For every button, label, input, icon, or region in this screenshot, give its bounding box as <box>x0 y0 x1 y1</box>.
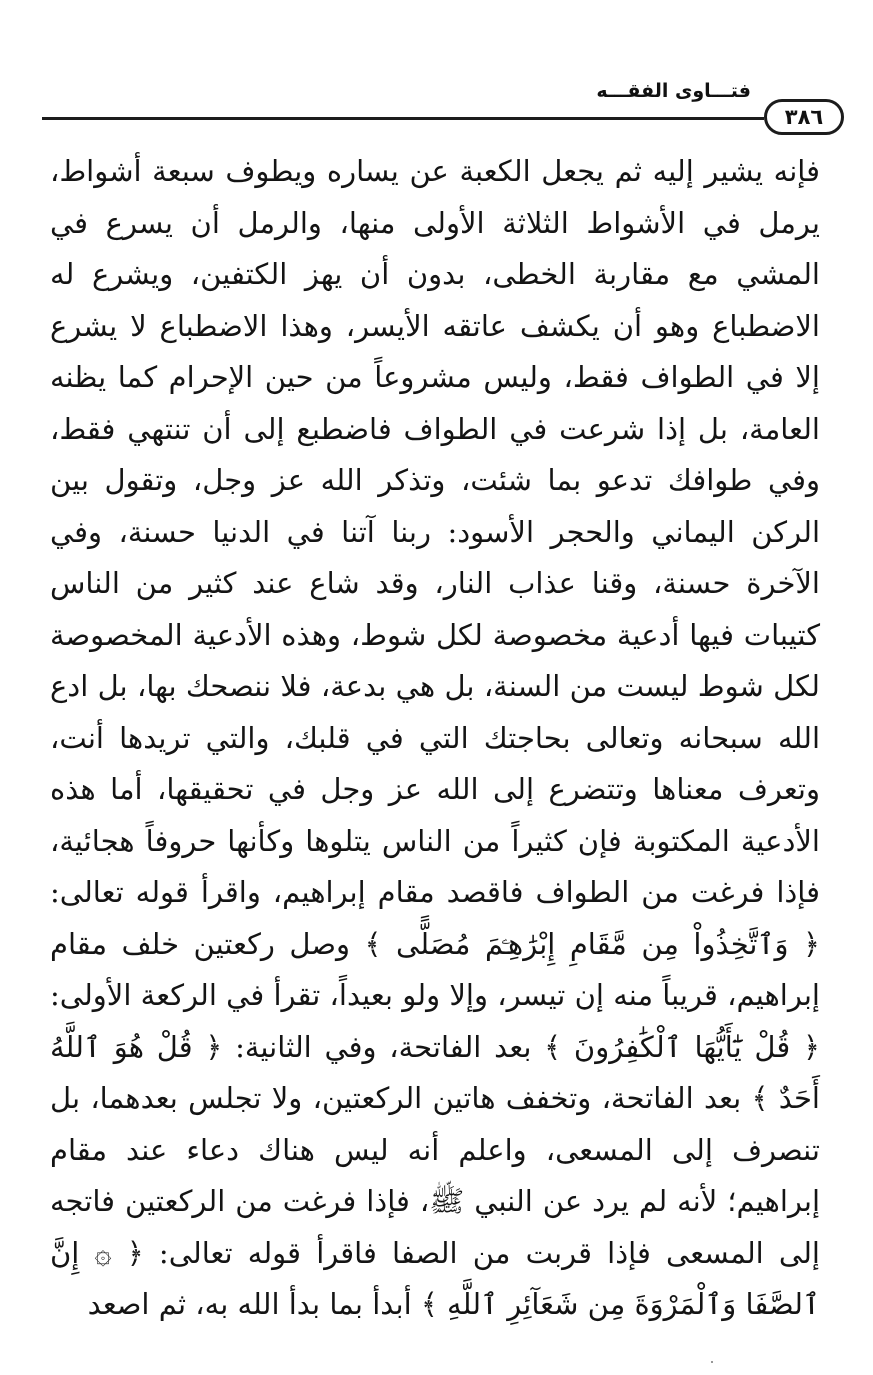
page-number: ٣٨٦ <box>764 99 844 135</box>
header-rule <box>42 117 764 120</box>
running-title: فتـــاوى الفقـــه <box>596 80 751 102</box>
scan-speck <box>711 1361 713 1363</box>
body-paragraph: فإنه يشير إليه ثم يجعل الكعبة عن يساره ويطوف سبعة أشواط، يرمل في الأشواط الثلاثة الأولى منها، والرمل أن يسرع في المشي مع مقاربة الخطى، بدون أن يهز الكتفين، ويشرع له الاضطباع وهو أن يكشف عاتقه الأيسر، وهذا الاضطباع لا يشرع إلا في الطواف فقط، وليس مشروعاً من حين الإحرام كما يظنه العامة، بل إذا شرعت في الطواف فاضطبع إلى أن تنتهي فقط، وفي طوافك تدعو بما شئت، وتذكر الله عز وجل، وتقول بين الركن اليماني والحجر الأسود: ربنا آتنا في الدنيا حسنة، وفي الآخرة حسنة، وقنا عذاب النار، وقد شاع عند كثير من الناس كتيبات فيها أدعية مخصوصة لكل شوط، وهذه الأدعية المخصوصة لكل شوط ليست من السنة، بل هي بدعة، فلا ننصحك بها، بل ادع الله سبحانه وتعالى بحاجتك التي في قلبك، والتي تريدها أنت، وتعرف معناها وتتضرع إلى الله عز وجل في تحقيقها، أما هذه الأدعية المكتوبة فإن كثيراً من الناس يتلوها وكأنها حروفاً هجائية، فإذا فرغت من الطواف فاقصد مقام إبراهيم، واقرأ قوله تعالى: ﴿ وَٱتَّخِذُواْ مِن مَّقَامِ إِبْرَٰهِـۧمَ مُصَلًّى ﴾ وصل ركعتين خلف مقام إبراهيم، قريباً منه إن تيسر، وإلا ولو بعيداً، تقرأ في الركعة الأولى: ﴿ قُلْ يَٰٓأَيُّهَا ٱلْكَٰفِرُونَ ﴾ بعد الفاتحة، وفي الثانية: ﴿ قُلْ هُوَ ٱللَّهُ أَحَدٌ ﴾ بعد الفاتحة، وتخفف هاتين الركعتين، ولا تجلس بعدهما، بل تنصرف إلى المسعى، واعلم أنه ليس هناك دعاء عند مقام إبراهيم؛ لأنه لم يرد عن النبي ﷺ، فإذا فرغت من الركعتين فاتجه إلى المسعى فإذا قربت من الصفا فاقرأ قوله تعالى: ﴿ ۞ إِنَّ ٱلصَّفَا وَٱلْمَرْوَةَ مِن شَعَآئِرِ ٱللَّهِ ﴾ أبدأ بما بدأ الله به، ثم اصعد <box>50 154 820 1321</box>
